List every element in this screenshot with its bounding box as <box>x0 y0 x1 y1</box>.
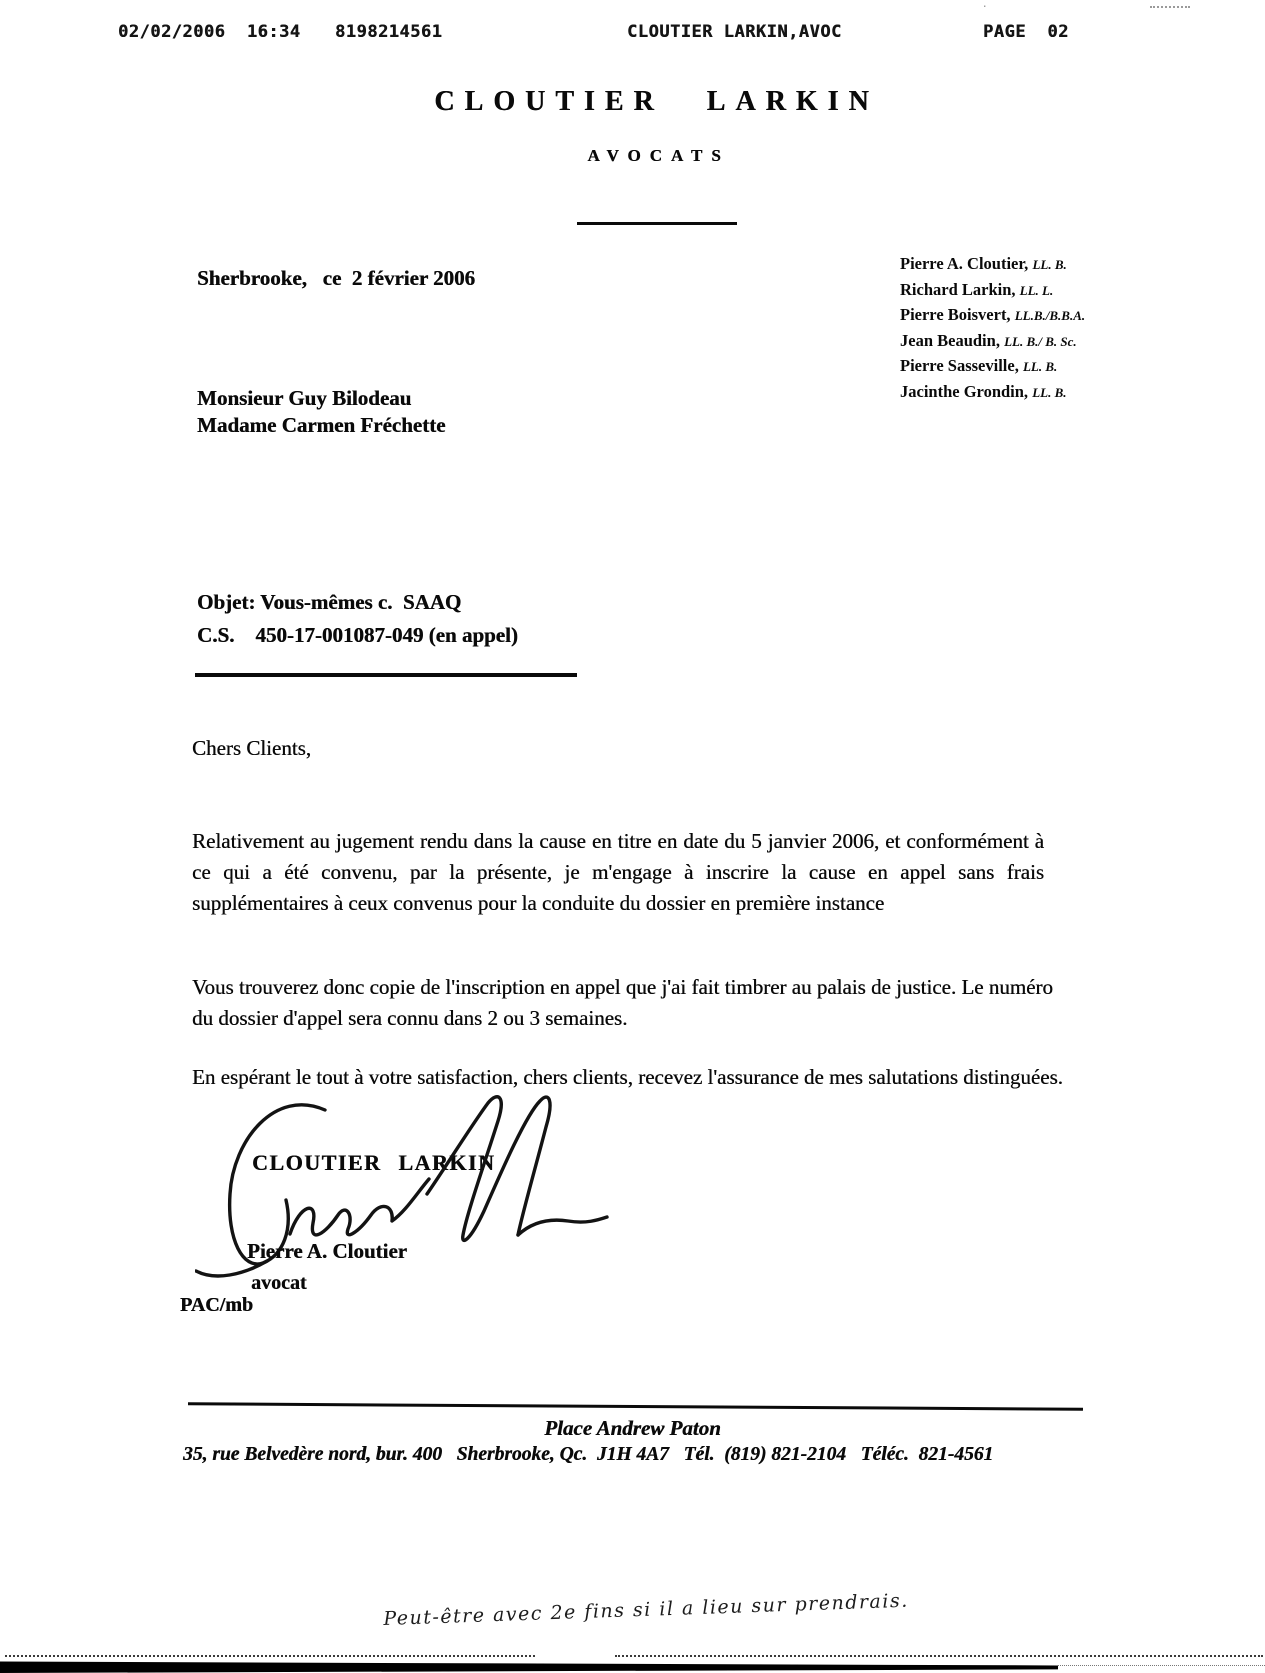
scan-artifact-top-right: ⋅ <box>983 1 987 13</box>
fax-header-sender: CLOUTIER LARKIN,AVOC <box>627 22 842 42</box>
lawyer-row <box>900 354 1085 380</box>
reference-initials: PAC/mb <box>180 1294 253 1316</box>
lawyer-name: Pierre Boisvert, <box>900 305 1015 325</box>
date-line: Sherbrooke, ce 2 février 2006 <box>197 266 475 290</box>
footer-address-line: 35, rue Belvedère nord, bur. 400 Sherbrooke, Qc. J1H 4A7 Tél. (819) 821-2104 Téléc. 821-4561 <box>183 1444 994 1465</box>
signer-title: avocat <box>251 1272 307 1294</box>
fax-header-datetime: 02/02/2006 16:34 <box>118 22 301 42</box>
lawyer-row <box>900 380 1085 406</box>
footer-rule <box>188 1402 1083 1410</box>
letterhead-rule <box>577 222 737 225</box>
lawyer-name: Richard Larkin, <box>900 279 1020 299</box>
lawyer-row <box>900 252 1085 278</box>
fax-header-number: 8198214561 <box>335 22 443 42</box>
lawyer-row <box>900 329 1085 355</box>
subject-underline <box>195 673 577 677</box>
lawyer-credential: LL. B. <box>1022 359 1058 375</box>
lawyer-name: Jacinthe Grondin, <box>900 381 1033 401</box>
scan-artifact-bottom-bar <box>0 1660 1058 1673</box>
fax-header-page: PAGE 02 <box>983 22 1069 42</box>
subject-line-1: Objet: Vous-mêmes c. SAAQ <box>197 590 462 614</box>
lawyer-name: Jean Beaudin, <box>900 330 1005 350</box>
paragraph-2: Vous trouverez donc copie de l'inscription en appel que j'ai fait timbrer au palais de justice. Le numéro du dossier d'appel sera connu dans 2 ou 3 semaines. <box>192 975 1053 1030</box>
lawyer-row <box>900 303 1085 329</box>
scan-artifact-bottom-faint-line <box>1058 1665 1265 1666</box>
paragraph-3: En espérant le tout à votre satisfaction, chers clients, recevez l'assurance de mes salutations distinguées. <box>192 1065 1063 1089</box>
subject-line-2: C.S. 450-17-001087-049 (en appel) <box>197 623 518 647</box>
lawyer-name: Pierre A. Cloutier, <box>900 254 1033 273</box>
signature-firm-line: CLOUTIER LARKIN <box>252 1150 496 1175</box>
lawyer-credential: LL. B. <box>1032 384 1067 400</box>
handwritten-note: Peut-être avec 2e fins si il a lieu sur prendrais. <box>383 1589 910 1630</box>
lawyer-list <box>900 252 1085 406</box>
scan-artifact-dotted-line-right <box>615 1655 1263 1657</box>
paragraph-1: Relativement au jugement rendu dans la cause en titre en date du 5 janvier 2006, et conformément à ce qui a été convenu, par la présente, je m'engage à inscrire la cause en appel sans frais supplémentaires à ceux convenus pour la conduite du dossier en première instance <box>192 829 1044 915</box>
lawyer-credential: LL. B./ B. Sc. <box>1004 333 1077 349</box>
recipient-line-1: Monsieur Guy Bilodeau <box>197 386 412 410</box>
signer-name: Pierre A. Cloutier <box>247 1239 407 1263</box>
lawyer-credential: LL. B. <box>1032 257 1067 272</box>
lawyer-credential: LL. L. <box>1019 282 1054 298</box>
lawyer-credential: LL.B./B.B.A. <box>1014 308 1086 324</box>
scan-artifact-top-right-marks <box>1150 6 1190 8</box>
footer-building-name: Place Andrew Paton <box>544 1416 721 1440</box>
firm-subtitle: AVOCATS <box>587 146 730 165</box>
scan-artifact-dotted-line-left <box>5 1655 535 1657</box>
salutation: Chers Clients, <box>192 736 311 760</box>
firm-name-heading: CLOUTIER LARKIN <box>434 86 879 117</box>
recipient-line-2: Madame Carmen Fréchette <box>197 413 446 437</box>
lawyer-row <box>900 278 1085 304</box>
lawyer-name: Pierre Sasseville, <box>900 356 1023 376</box>
